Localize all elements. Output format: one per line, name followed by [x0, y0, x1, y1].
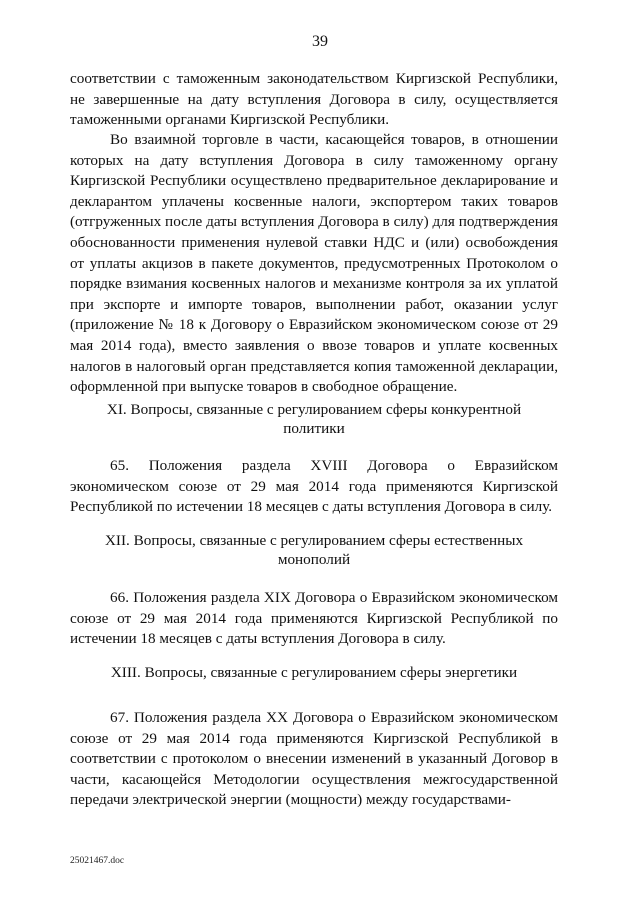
- page-number: 39: [312, 33, 328, 50]
- heading-line: XII. Вопросы, связанные с регулированием сферы естественных: [104, 532, 524, 549]
- paragraph-text: соответствии с таможенным законодательством Киргизской Республики, не завершенные на дату вступления Договора в силу, осуществляется таможенными органами Киргизской Республики.: [70, 70, 558, 129]
- paragraph-65: [70, 456, 558, 518]
- paragraph-continuation: [70, 69, 558, 131]
- section-heading-xii: [70, 532, 558, 569]
- footer-filename: 25021467.doc: [70, 856, 125, 866]
- paragraph-text: 66. Положения раздела XIX Договора о Евразийском экономическом союзе от 29 мая 2014 года применяются Киргизской Республикой по истечении 18 месяцев с даты вступления Договора в силу.: [70, 589, 558, 648]
- paragraph-text: Во взаимной торговле в части, касающейся товаров, в отношении которых на дату вступления Договора в силу таможенному органу Киргизской Республики осуществлено предварительное декларирование и декларантом уплачены косвенные налоги, экспортером таких товаров (отгруженных после даты вступления Договора в силу) для подтверждения обоснованности применения нулевой ставки НДС и (или) освобождения от уплаты акцизов в пакете документов, предусмотренных Протоколом о порядке взимания косвенных налогов и механизме контроля за их уплатой при экспорте и импорте товаров, выполнении работ, оказании услуг (приложение № 18 к Договору о Евразийском экономическом союзе от 29 мая 2014 года), вместо заявления о ввозе товаров и уплате косвенных налогов в налоговый орган представляется копия таможенной декларации, оформленной при выпуске товаров в свободное обращение.: [70, 131, 558, 396]
- paragraph-67: [70, 708, 558, 811]
- section-heading-xiii: [70, 664, 558, 683]
- paragraph-text: 65. Положения раздела XVIII Договора о Евразийском экономическом союзе от 29 мая 2014 года применяются Киргизской Республикой по истечении 18 месяцев с даты вступления Договора в силу.: [70, 457, 558, 516]
- paragraph-66: [70, 588, 558, 650]
- heading-line: XIII. Вопросы, связанные с регулированием сферы энергетики: [110, 664, 518, 681]
- paragraph-mutual-trade: [70, 130, 558, 398]
- heading-line: XI. Вопросы, связанные с регулированием сферы конкурентной: [106, 401, 522, 418]
- heading-line: политики: [283, 419, 345, 437]
- heading-line: монополий: [277, 550, 351, 568]
- section-heading-xi: [70, 401, 558, 438]
- paragraph-text: 67. Положения раздела XX Договора о Евразийском экономическом союзе от 29 мая 2014 года применяются Киргизской Республикой в соответствии с протоколом о внесении изменений в указанный Договор в части, касающейся Методологии осуществления межгосударственной передачи электрической энергии (мощности) между государствами-: [70, 709, 558, 809]
